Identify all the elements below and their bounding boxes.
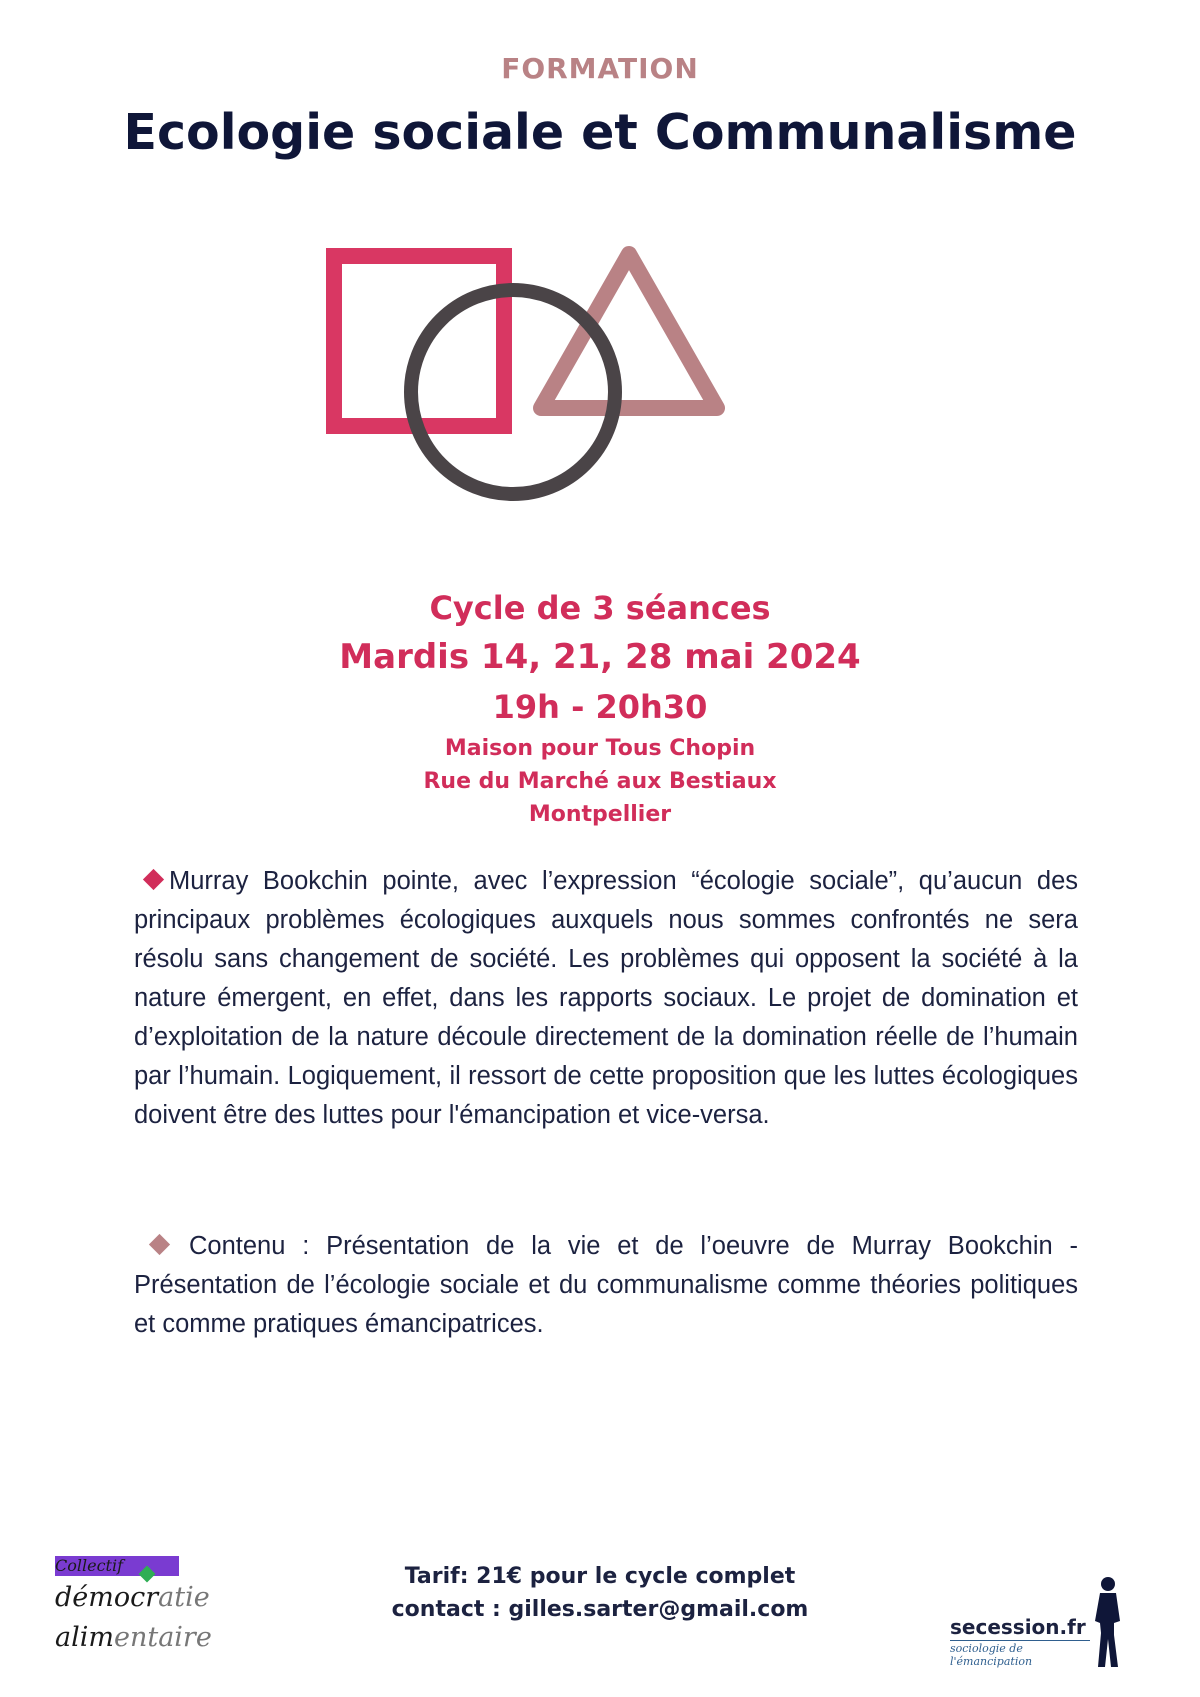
diamond-bullet-icon [149, 1234, 170, 1255]
geometric-shapes-illustration [320, 240, 800, 560]
logo-bar [55, 1556, 179, 1576]
page-title: Ecologie sociale et Communalisme [123, 104, 1077, 161]
cycle-line: Cycle de 3 séances [429, 589, 771, 627]
secession-logo [950, 1575, 1130, 1675]
kicker-label: FORMATION [501, 52, 699, 85]
content-text: Contenu : Présentation de la vie et de l’oeuvre de Murray Bookchin - Présentation de l’écologie sociale et du communalisme comme théories politiques et comme pratiques émancipatrices. [134, 1232, 1078, 1338]
footer-info [320, 1560, 880, 1626]
collectif-logo [55, 1556, 235, 1666]
secession-tagline: sociologie de l'émancipation [950, 1640, 1090, 1668]
triangle-shape [541, 254, 717, 408]
circle-shape [411, 290, 615, 494]
time-line: 19h - 20h30 [492, 688, 708, 726]
running-child-icon [1090, 1575, 1126, 1671]
venue-line: Maison pour Tous Chopin [444, 736, 756, 761]
city-line: Montpellier [528, 802, 672, 827]
contact-line: contact : gilles.sarter@gmail.com [391, 1597, 809, 1622]
logo-word-part: alim [55, 1622, 114, 1653]
logo-word-alimentaire [55, 1622, 212, 1653]
intro-text: Murray Bookchin pointe, avec l’expression “écologie sociale”, qu’aucun des principaux problèmes écologiques auxquels nous sommes confrontés ne sera résolu sans changement de société. Les problèmes qui opposent la société à la nature émergent, en effet, dans les rapports sociaux. Le projet de domination et d’exploitation de la nature découle directement de la domination réelle de l’humain par l’humain. Logiquement, il ressort de cette proposition que les luttes écologiques doivent être des luttes pour l'émancipation et vice-versa. [134, 867, 1078, 1129]
intro-paragraph [134, 862, 1078, 1135]
diamond-bullet-icon [143, 869, 164, 890]
session-info [0, 584, 1200, 831]
street-line: Rue du Marché aux Bestiaux [423, 769, 777, 794]
secession-brand: secession.fr [950, 1615, 1086, 1639]
logo-word-part: atie [158, 1582, 210, 1613]
tarif-line: Tarif: 21€ pour le cycle complet [404, 1564, 796, 1589]
logo-collectif-text: Collectif [55, 1556, 124, 1575]
logo-word-democratie [55, 1582, 210, 1613]
logo-word-part: démocr [55, 1582, 159, 1613]
content-paragraph [134, 1227, 1078, 1344]
dates-line: Mardis 14, 21, 28 mai 2024 [339, 637, 861, 677]
logo-word-part: entaire [113, 1622, 212, 1653]
